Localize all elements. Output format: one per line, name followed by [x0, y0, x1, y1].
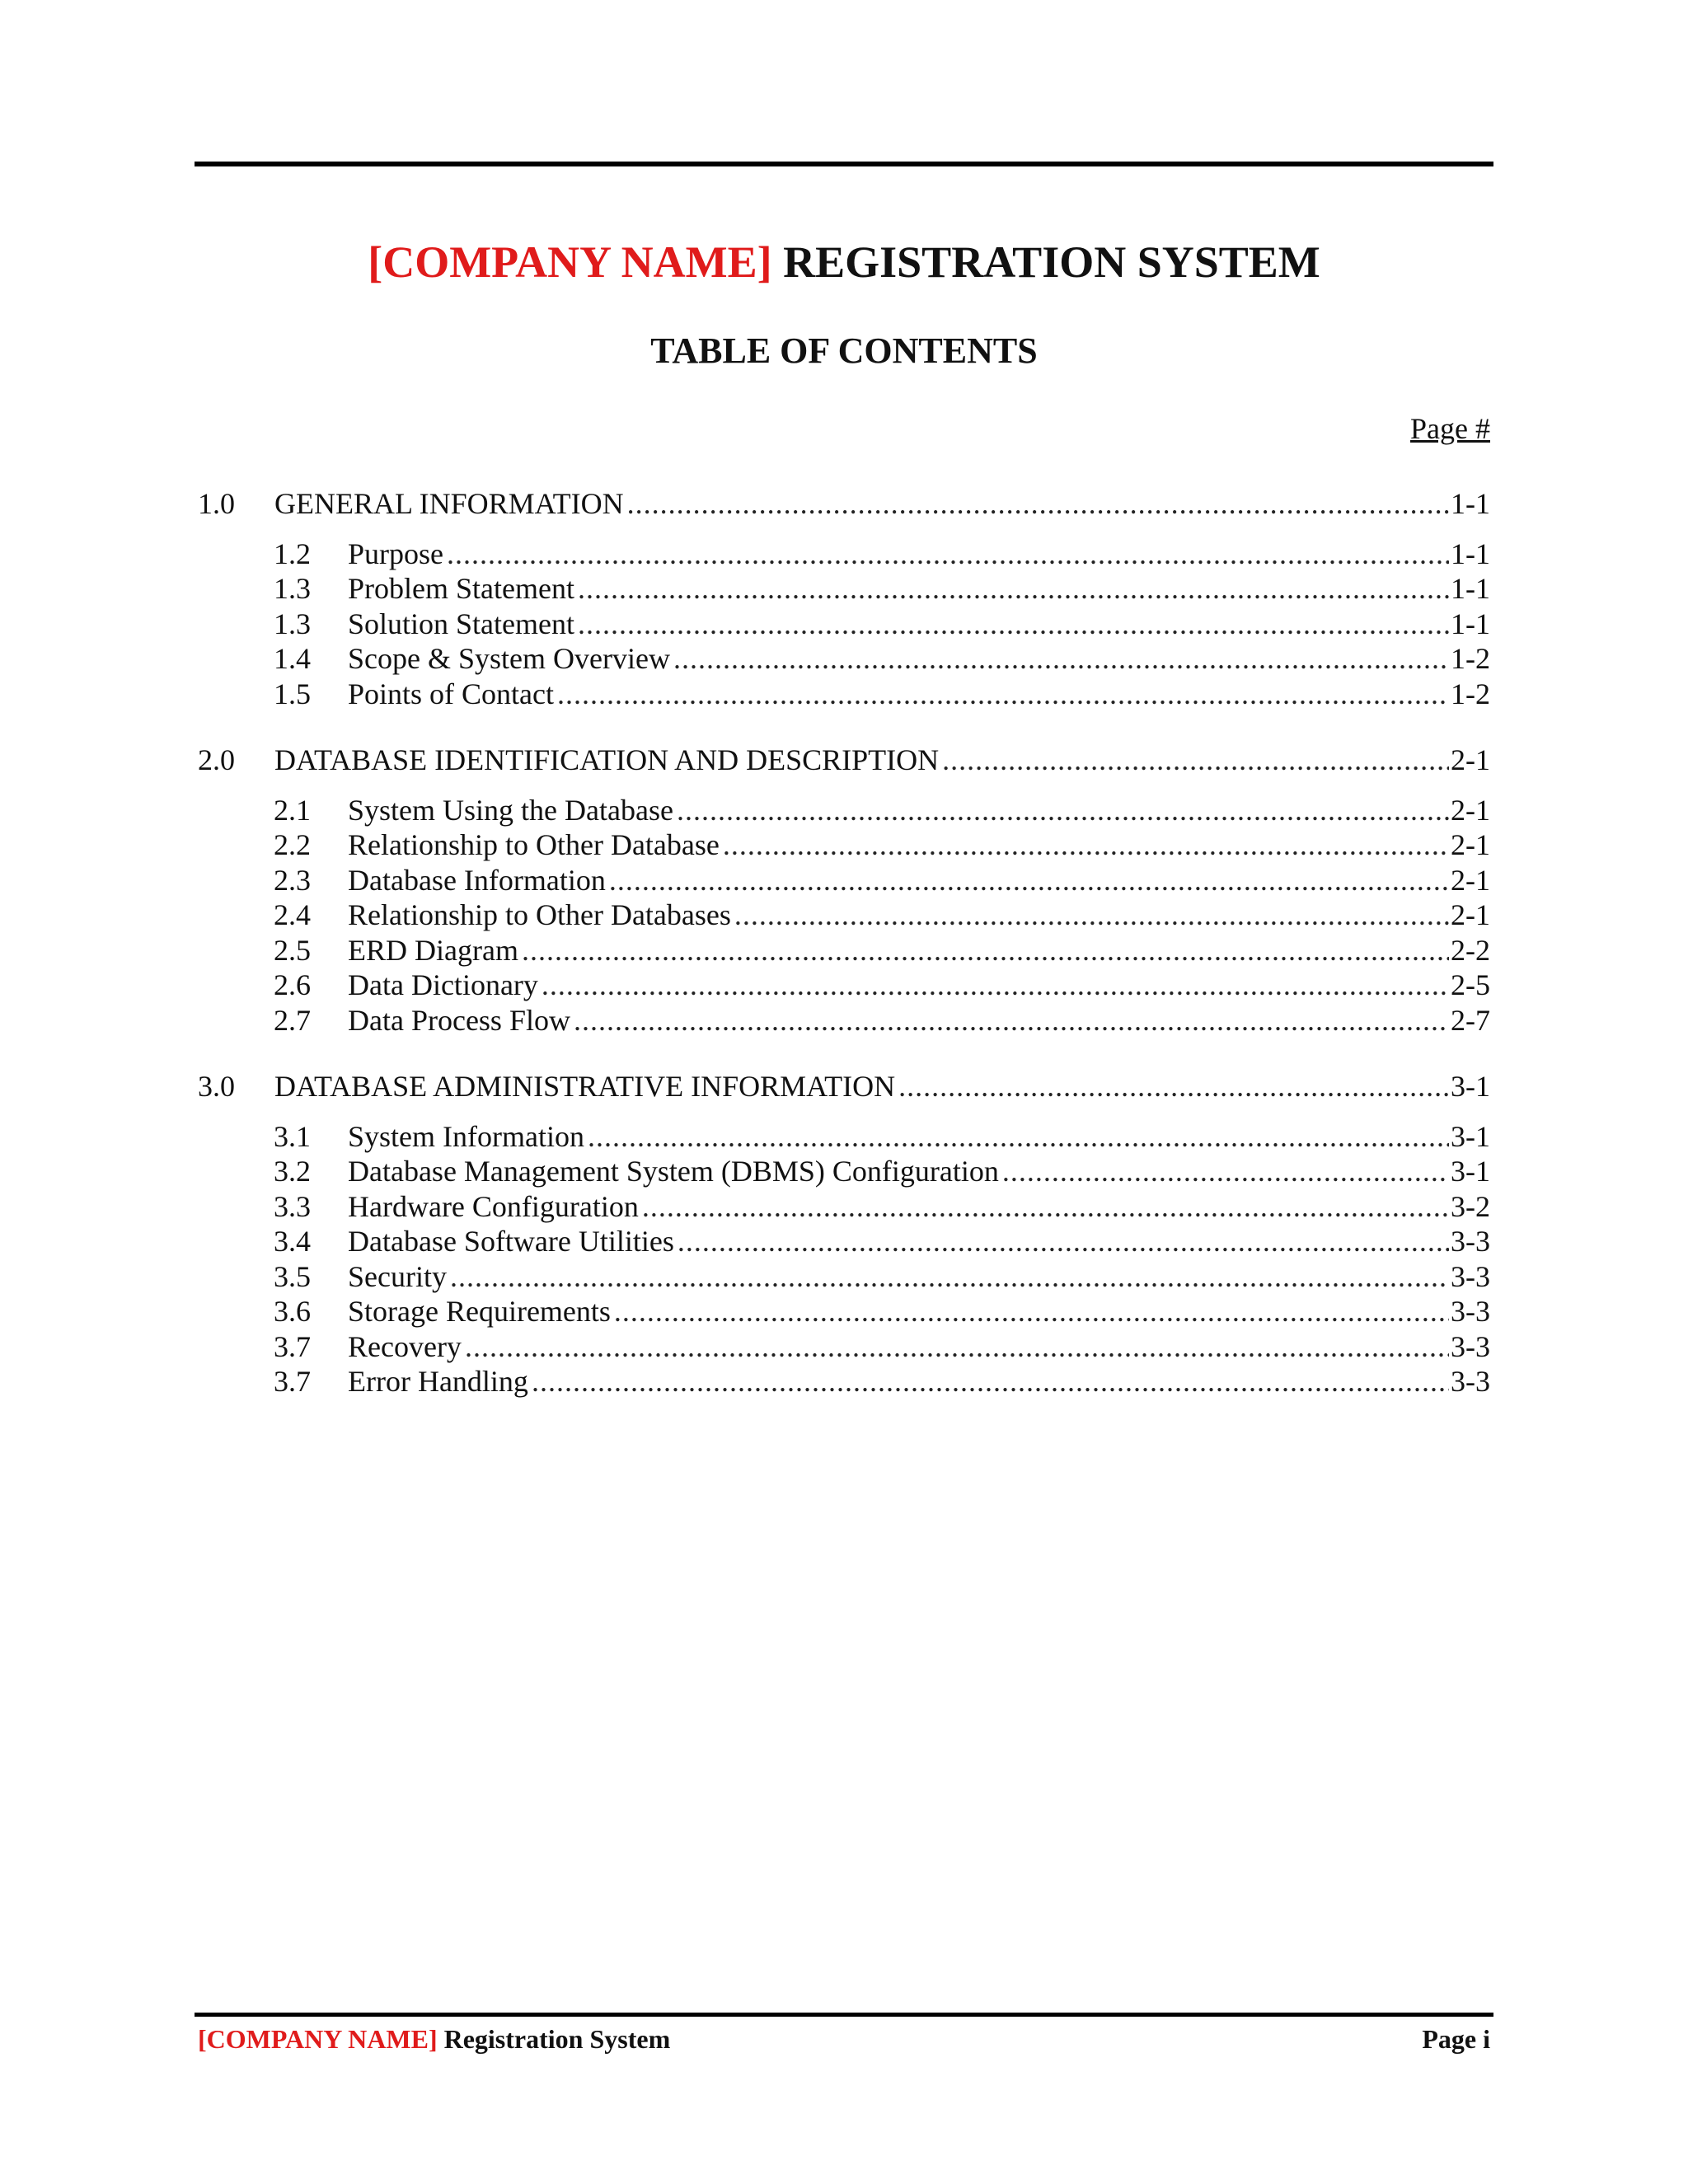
toc-subsection-entry[interactable] — [198, 1003, 1490, 1038]
toc-entry-page: 1-1 — [1451, 487, 1490, 520]
toc-entry-page: 3-1 — [1451, 1070, 1490, 1103]
toc-entry-page: 3-3 — [1451, 1259, 1490, 1293]
toc-subsection-entry[interactable] — [198, 1189, 1490, 1225]
toc-subsection-entry[interactable] — [198, 898, 1490, 933]
footer-page-number: Page i — [1422, 2024, 1490, 2054]
dot-leader — [677, 793, 1449, 828]
title-system-name: REGISTRATION SYSTEM — [771, 237, 1320, 287]
toc-entry-label: Solution Statement — [348, 607, 574, 640]
dot-leader — [1002, 1154, 1449, 1189]
dot-leader — [574, 1003, 1449, 1038]
toc-section-entry[interactable] — [198, 743, 1490, 778]
toc-subsection-entry[interactable] — [198, 1294, 1490, 1329]
toc-entry-page: 2-2 — [1451, 933, 1490, 967]
toc-entry-number: 3.7 — [274, 1365, 311, 1398]
toc-entry-number: 2.6 — [274, 968, 311, 1001]
toc-entry-page: 3-3 — [1451, 1329, 1490, 1363]
toc-entry-number: 2.3 — [274, 863, 311, 897]
footer-rule — [195, 2013, 1493, 2017]
dot-leader — [532, 1364, 1449, 1399]
dot-leader — [588, 1119, 1449, 1155]
toc-entry-number: 3.3 — [274, 1189, 311, 1223]
toc-entry-number: 1.3 — [274, 607, 311, 640]
toc-entry-label: Data Process Flow — [348, 1003, 570, 1037]
toc-section-entry[interactable] — [198, 486, 1490, 522]
toc-entry-page: 1-1 — [1451, 607, 1490, 640]
page-column-label: Page # — [1410, 412, 1490, 445]
toc-entry-page: 2-7 — [1451, 1003, 1490, 1037]
document-title — [195, 234, 1493, 290]
toc-entry-page: 2-1 — [1451, 863, 1490, 897]
toc-subsection-entry[interactable] — [198, 641, 1490, 677]
toc-entry-page: 3-3 — [1451, 1365, 1490, 1398]
toc-entry-number: 1.0 — [198, 487, 235, 520]
toc-entry-number: 3.4 — [274, 1225, 311, 1258]
toc-subsection-entry[interactable] — [198, 863, 1490, 898]
toc-entry-number: 1.2 — [274, 537, 311, 570]
toc-entry-page: 1-2 — [1451, 642, 1490, 675]
dot-leader — [609, 863, 1449, 898]
toc-subsection-entry[interactable] — [198, 1364, 1490, 1399]
toc-entry-number: 3.2 — [274, 1155, 311, 1188]
dot-leader — [465, 1329, 1449, 1365]
toc-entry-label: ERD Diagram — [348, 933, 518, 967]
dot-leader — [450, 1259, 1449, 1295]
dot-leader — [673, 641, 1449, 677]
toc-entry-number: 3.0 — [198, 1070, 235, 1103]
toc-entry-number: 3.1 — [274, 1119, 311, 1153]
dot-leader — [557, 677, 1449, 712]
toc-entry-label: Points of Contact — [348, 677, 554, 710]
title-company-name: [COMPANY NAME] — [368, 237, 772, 287]
toc-entry-label: Storage Requirements — [348, 1295, 611, 1328]
dot-leader — [723, 827, 1449, 863]
toc-entry-label: Database Software Utilities — [348, 1225, 674, 1258]
footer-system-name: Registration System — [437, 2024, 671, 2054]
toc-subsection-entry[interactable] — [198, 1329, 1490, 1365]
toc-section-entry[interactable] — [198, 1069, 1490, 1104]
toc-section — [198, 486, 1490, 711]
toc-entry-number: 2.1 — [274, 793, 311, 827]
toc-entry-label: Scope & System Overview — [348, 642, 670, 675]
toc-entry-label: DATABASE IDENTIFICATION AND DESCRIPTION — [274, 743, 940, 776]
toc-entry-label: GENERAL INFORMATION — [274, 487, 624, 520]
toc-section — [198, 1069, 1490, 1399]
toc-entry-page: 3-3 — [1451, 1295, 1490, 1328]
toc-entry-label: Security — [348, 1259, 447, 1293]
dot-leader — [522, 933, 1449, 968]
toc-entry-label: Error Handling — [348, 1365, 528, 1398]
toc-entry-page: 2-1 — [1451, 898, 1490, 931]
toc-entry-page: 3-3 — [1451, 1225, 1490, 1258]
toc-subsection-entry[interactable] — [198, 933, 1490, 968]
toc-entry-label: DATABASE ADMINISTRATIVE INFORMATION — [274, 1070, 896, 1103]
dot-leader — [578, 571, 1449, 607]
dot-leader — [614, 1294, 1449, 1329]
toc-entry-label: Relationship to Other Database — [348, 828, 720, 861]
dot-leader — [542, 968, 1449, 1003]
dot-leader — [642, 1189, 1449, 1225]
toc-entry-number: 1.3 — [274, 572, 311, 605]
dot-leader — [898, 1069, 1449, 1104]
toc-entry-page: 3-1 — [1451, 1155, 1490, 1188]
dot-leader — [734, 898, 1449, 933]
toc-entry-number: 3.7 — [274, 1329, 311, 1363]
toc-entry-number: 3.6 — [274, 1295, 311, 1328]
toc-entry-number: 2.0 — [198, 743, 235, 776]
toc-subsection-entry[interactable] — [198, 827, 1490, 863]
toc-entry-page: 2-1 — [1451, 793, 1490, 827]
toc-entry-page: 2-1 — [1451, 743, 1490, 776]
toc-subsection-entry[interactable] — [198, 677, 1490, 712]
footer-company-name: [COMPANY NAME] — [198, 2024, 438, 2054]
toc-entry-page: 1-1 — [1451, 537, 1490, 570]
toc-subsection-entry[interactable] — [198, 607, 1490, 642]
toc-entry-label: Relationship to Other Databases — [348, 898, 731, 931]
toc-entry-page: 3-1 — [1451, 1119, 1490, 1153]
toc-entry-page: 2-5 — [1451, 968, 1490, 1001]
toc-subsection-entry[interactable] — [198, 793, 1490, 828]
toc-entry-page: 3-2 — [1451, 1189, 1490, 1223]
toc-entry-page: 2-1 — [1451, 828, 1490, 861]
toc-subsection-entry[interactable] — [198, 1154, 1490, 1189]
toc-entry-number: 1.5 — [274, 677, 311, 710]
toc-entry-label: Purpose — [348, 537, 443, 570]
toc-entry-label: Database Management System (DBMS) Configuration — [348, 1155, 999, 1188]
dot-leader — [447, 537, 1449, 572]
toc-entry-number: 2.5 — [274, 933, 311, 967]
toc-entry-label: Problem Statement — [348, 572, 574, 605]
toc-entry-page: 1-2 — [1451, 677, 1490, 710]
toc-subsection-entry[interactable] — [198, 1259, 1490, 1295]
toc-entry-page: 1-1 — [1451, 572, 1490, 605]
toc-entry-label: System Using the Database — [348, 793, 673, 827]
toc-entry-number: 2.4 — [274, 898, 311, 931]
toc-entry-label: Data Dictionary — [348, 968, 538, 1001]
toc-entry-label: Hardware Configuration — [348, 1189, 639, 1223]
toc-entry-label: System Information — [348, 1119, 584, 1153]
toc-section — [198, 743, 1490, 1038]
toc-entry-label: Recovery — [348, 1329, 462, 1363]
toc-subsection-entry[interactable] — [198, 571, 1490, 607]
dot-leader — [578, 607, 1449, 642]
top-rule — [195, 162, 1493, 166]
table-of-contents — [198, 486, 1490, 1431]
toc-subsection-entry[interactable] — [198, 1119, 1490, 1155]
toc-heading: TABLE OF CONTENTS — [650, 330, 1038, 371]
toc-entry-number: 3.5 — [274, 1259, 311, 1293]
toc-subsection-entry[interactable] — [198, 537, 1490, 572]
toc-entry-number: 2.7 — [274, 1003, 311, 1037]
dot-leader — [942, 743, 1449, 778]
toc-entry-number: 1.4 — [274, 642, 311, 675]
footer-title — [198, 2021, 670, 2057]
toc-entry-label: Database Information — [348, 863, 606, 897]
dot-leader — [678, 1224, 1449, 1259]
toc-subsection-entry[interactable] — [198, 968, 1490, 1003]
dot-leader — [627, 486, 1449, 522]
toc-subsection-entry[interactable] — [198, 1224, 1490, 1259]
toc-entry-number: 2.2 — [274, 828, 311, 861]
